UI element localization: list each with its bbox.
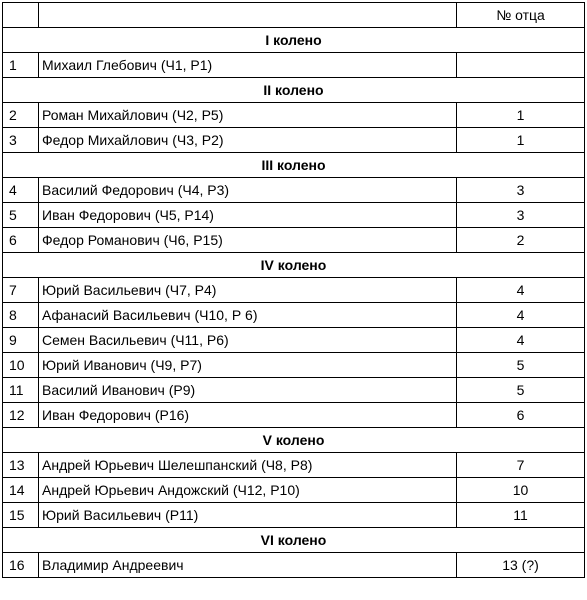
father-number: 11 xyxy=(457,503,585,528)
person-name: Семен Васильевич (Ч11, Р6) xyxy=(39,328,457,353)
genealogy-sheet xyxy=(2,2,584,578)
generation-heading: II колено xyxy=(3,78,585,103)
generation-heading: VI колено xyxy=(3,528,585,553)
generation-row xyxy=(3,28,585,53)
table-row xyxy=(3,128,585,153)
table-row xyxy=(3,453,585,478)
person-name: Иван Федорович (Ч5, Р14) xyxy=(39,203,457,228)
table-row xyxy=(3,378,585,403)
generation-row xyxy=(3,253,585,278)
father-number: 5 xyxy=(457,378,585,403)
table-row xyxy=(3,278,585,303)
person-name: Юрий Васильевич (Р11) xyxy=(39,503,457,528)
father-number: 5 xyxy=(457,353,585,378)
father-number: 4 xyxy=(457,328,585,353)
person-name: Иван Федорович (Р16) xyxy=(39,403,457,428)
table-row xyxy=(3,353,585,378)
table-body xyxy=(3,3,585,578)
person-name: Василий Иванович (Р9) xyxy=(39,378,457,403)
person-number: 5 xyxy=(3,203,39,228)
person-number: 9 xyxy=(3,328,39,353)
person-number: 12 xyxy=(3,403,39,428)
person-name: Владимир Андреевич xyxy=(39,553,457,578)
person-name: Андрей Юрьевич Шелешпанский (Ч8, Р8) xyxy=(39,453,457,478)
generation-heading: V колено xyxy=(3,428,585,453)
father-number: 1 xyxy=(457,128,585,153)
person-number: 7 xyxy=(3,278,39,303)
person-name: Юрий Васильевич (Ч7, Р4) xyxy=(39,278,457,303)
table-row xyxy=(3,103,585,128)
table-row xyxy=(3,228,585,253)
father-number: 4 xyxy=(457,303,585,328)
table-row xyxy=(3,403,585,428)
person-name: Юрий Иванович (Ч9, Р7) xyxy=(39,353,457,378)
person-number: 8 xyxy=(3,303,39,328)
person-number: 15 xyxy=(3,503,39,528)
table-row xyxy=(3,553,585,578)
father-number xyxy=(457,53,585,78)
generation-row xyxy=(3,528,585,553)
father-number: 7 xyxy=(457,453,585,478)
generation-heading: III колено xyxy=(3,153,585,178)
generation-heading: I колено xyxy=(3,28,585,53)
person-name: Михаил Глебович (Ч1, Р1) xyxy=(39,53,457,78)
table-row xyxy=(3,478,585,503)
table-row xyxy=(3,203,585,228)
person-number: 16 xyxy=(3,553,39,578)
person-number: 4 xyxy=(3,178,39,203)
table-row xyxy=(3,503,585,528)
person-number: 11 xyxy=(3,378,39,403)
father-number: 2 xyxy=(457,228,585,253)
table-row xyxy=(3,178,585,203)
person-number: 3 xyxy=(3,128,39,153)
table-row xyxy=(3,53,585,78)
person-number: 2 xyxy=(3,103,39,128)
father-number: 3 xyxy=(457,178,585,203)
person-number: 10 xyxy=(3,353,39,378)
father-number: 3 xyxy=(457,203,585,228)
father-number: 1 xyxy=(457,103,585,128)
generation-heading: IV колено xyxy=(3,253,585,278)
header-name-cell xyxy=(39,3,457,28)
father-number: 13 (?) xyxy=(457,553,585,578)
header-row xyxy=(3,3,585,28)
person-name: Федор Михайлович (Ч3, Р2) xyxy=(39,128,457,153)
father-number: 6 xyxy=(457,403,585,428)
generation-row xyxy=(3,153,585,178)
person-name: Роман Михайлович (Ч2, Р5) xyxy=(39,103,457,128)
person-number: 13 xyxy=(3,453,39,478)
father-number: 10 xyxy=(457,478,585,503)
person-name: Федор Романович (Ч6, Р15) xyxy=(39,228,457,253)
person-name: Афанасий Васильевич (Ч10, Р 6) xyxy=(39,303,457,328)
header-father-cell: № отца xyxy=(457,3,585,28)
person-name: Андрей Юрьевич Андожский (Ч12, Р10) xyxy=(39,478,457,503)
person-name: Василий Федорович (Ч4, Р3) xyxy=(39,178,457,203)
person-number: 1 xyxy=(3,53,39,78)
generation-row xyxy=(3,78,585,103)
person-number: 14 xyxy=(3,478,39,503)
genealogy-table xyxy=(2,2,585,578)
header-number-cell xyxy=(3,3,39,28)
father-number: 4 xyxy=(457,278,585,303)
generation-row xyxy=(3,428,585,453)
person-number: 6 xyxy=(3,228,39,253)
table-row xyxy=(3,328,585,353)
table-row xyxy=(3,303,585,328)
